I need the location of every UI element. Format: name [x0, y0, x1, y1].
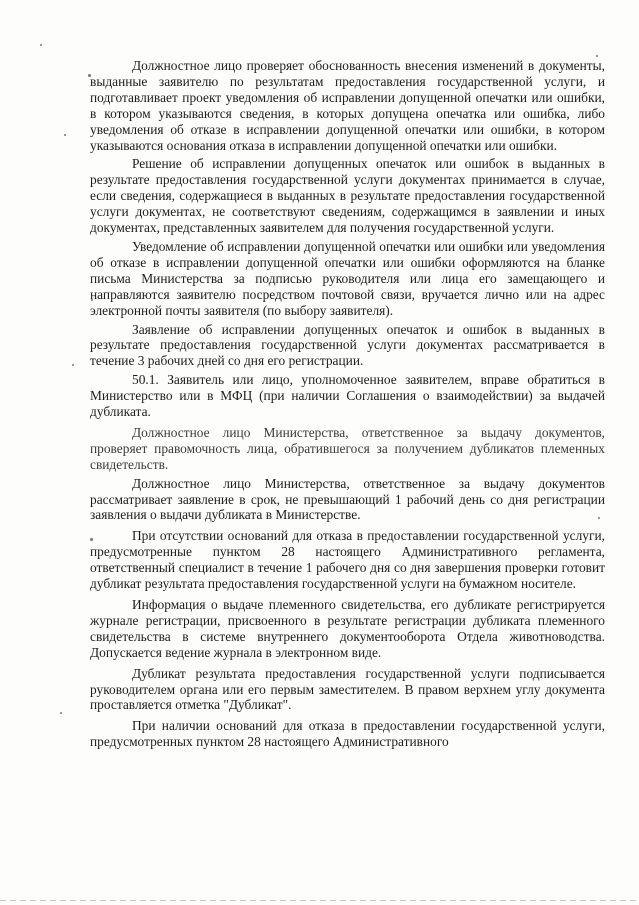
paragraph-3: Уведомление об исправлении допущенной опечатки или ошибки или уведомления об отказе в исправлении допущенной опечатки или ошибки оформляются на бланке письма Министерства за подписью руководителя или лица его замещающего и направляются заявителю посредством почтовой связи, вручается лично или на адрес электронной почты заявителя (по выбору заявителя).: [90, 238, 605, 318]
paragraph-5: 50.1. Заявитель или лицо, уполномоченное заявителем, вправе обратиться в Министерство или в МФЦ (при наличии Соглашения о взаимодействии) за выдачей дубликата.: [90, 372, 605, 420]
scan-speck: [64, 134, 66, 136]
paragraph-1: Должностное лицо проверяет обоснованность внесения изменений в документы, выданные заявителю по результатам предоставления государственной услуги, и подготавливает проект уведомления об исправлении допущенной опечатки или ошибки, в котором указываются сведения, в которых допущена опечатка или ошибка, либо уведомления об отказе в исправлении допущенной опечатки или ошибки, в котором указываются основания отказа в исправлении допущенной опечатки или ошибки.: [90, 58, 605, 153]
paragraph-8: При отсутствии оснований для отказа в предоставлении государственной услуги, предусмотренные пунктом 28 настоящего Административного регламента, ответственный специалист в течение 1 рабочего дня со дня завершения проверки готовит дубликат результата предоставления государственной услуги на бумажном носителе.: [90, 528, 605, 592]
paragraph-6: Должностное лицо Министерства, ответственное за выдачу документов, проверяет правомочность лица, обратившегося за получением дубликатов племенных свидетельств.: [90, 424, 605, 472]
paragraph-7: Должностное лицо Министерства, ответственное за выдачу документов рассматривает заявление в срок, не превышающий 1 рабочий день со дня регистрации заявления о выдачи дубликата в Министерстве.: [90, 475, 605, 523]
scan-speck: [596, 55, 598, 57]
scan-speck: [40, 44, 42, 46]
paragraph-2: Решение об исправлении допущенных опечаток или ошибок в выданных в результате предоставления государственной услуги документах принимается в случае, если сведения, содержащиеся в выданных в результате предоставления государственной услуги документах, не соответствуют сведениям, содержащимся в заявлении и иных документах, представленных заявителем для получения государственной услуги.: [90, 156, 605, 236]
scan-speck: [72, 364, 74, 366]
scan-speck: [60, 712, 62, 714]
scan-bottom-edge: [0, 900, 639, 901]
document-page: [90, 58, 605, 750]
paragraph-10: Дубликат результата предоставления государственной услуги подписывается руководителем органа или его первым заместителем. В правом верхнем углу документа проставляется отметка "Дубликат".: [90, 665, 605, 713]
paragraph-4: Заявление об исправлении допущенных опечаток и ошибок в выданных в результате предоставления государственной услуги документах рассматривается в течение 3 рабочих дней со дня его регистрации.: [90, 321, 605, 369]
paragraph-9: Информация о выдаче племенного свидетельства, его дубликате регистрируется журнале регистрации, присвоенного в результате регистрации дубликата племенного свидетельства в системе внутреннего документооборота Отдела животноводства. Допускается ведение журнала в электронном виде.: [90, 597, 605, 660]
paragraph-11: При наличии оснований для отказа в предоставлении государственной услуги, предусмотренных пунктом 28 настоящего Административного: [90, 718, 605, 750]
